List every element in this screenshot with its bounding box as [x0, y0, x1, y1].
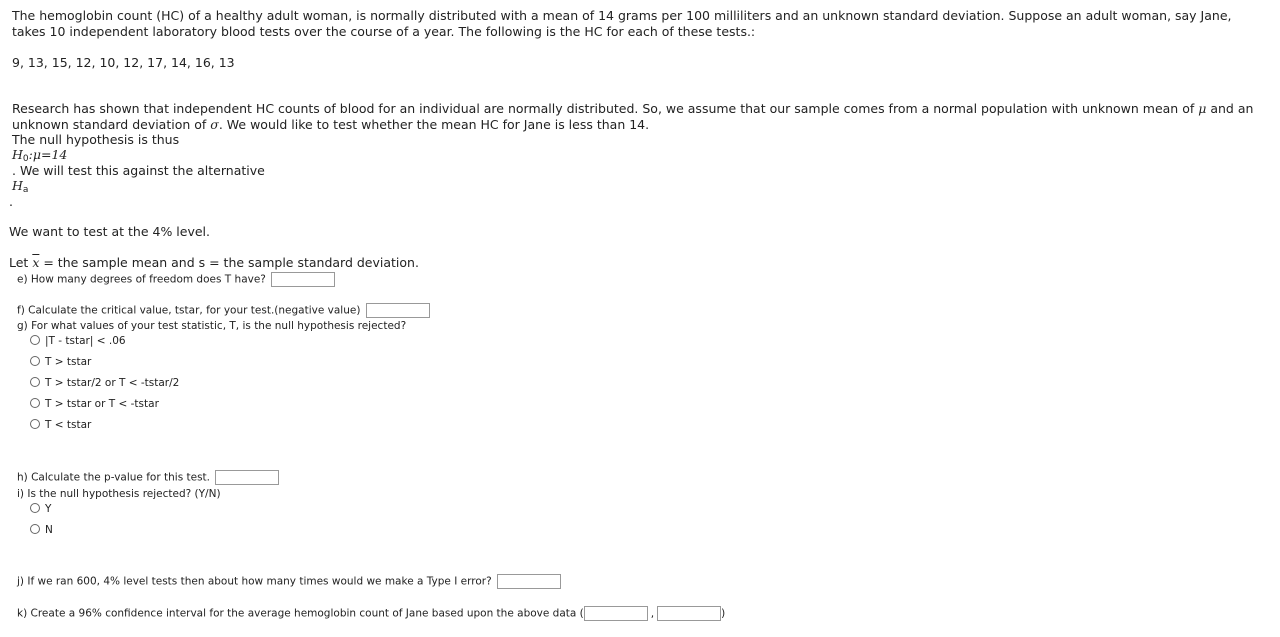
null-hypothesis-label: The null hypothesis is thus	[12, 132, 180, 147]
ci-separator: ,	[650, 607, 655, 620]
g-option-4-label: T > tstar or T < -tstar	[45, 398, 159, 410]
research-text-2: and an unknown standard deviation of	[12, 101, 1254, 132]
g-option-1[interactable]	[30, 334, 126, 348]
question-h-label: h) Calculate the p-value for this test.	[17, 471, 210, 484]
question-i-label: i) Is the null hypothesis rejected? (Y/N)	[17, 488, 221, 500]
p-value-input[interactable]	[215, 470, 279, 485]
period-mark: .	[9, 194, 13, 209]
critical-value-input[interactable]	[366, 303, 430, 318]
question-k	[17, 606, 725, 621]
g-option-5-label: T < tstar	[45, 419, 92, 431]
alternative-hypothesis	[12, 178, 28, 198]
question-e	[17, 272, 335, 287]
type-one-error-count-input[interactable]	[497, 574, 561, 589]
radio-button[interactable]	[30, 524, 40, 534]
question-g-label: g) For what values of your test statistic, T, is the null hypothesis rejected?	[17, 320, 407, 332]
ha-subscript: a	[22, 185, 29, 195]
question-h	[17, 470, 279, 485]
g-option-4[interactable]	[30, 397, 159, 411]
i-option-y-label: Y	[45, 503, 52, 515]
g-option-5[interactable]	[30, 418, 91, 432]
let-prefix: Let	[9, 255, 33, 270]
alternative-label: . We will test this against the alternative	[12, 163, 265, 178]
let-suffix: = the sample mean and s = the sample standard deviation.	[39, 255, 419, 270]
question-e-label: e) How many degrees of freedom does T have?	[17, 273, 266, 286]
research-text-1: Research has shown that independent HC counts of blood for an individual are normally distributed. So, we assume that our sample comes from a normal population with unknown mean of	[12, 101, 1199, 116]
question-f	[17, 303, 430, 318]
x-bar-symbol: $\overline{x}$	[32, 255, 40, 270]
research-paragraph	[12, 101, 1262, 133]
i-option-n-label: N	[45, 524, 53, 536]
question-k-label: k) Create a 96% confidence interval for the average hemoglobin count of Jane based upon the above data (	[17, 607, 584, 620]
ci-close-paren: )	[721, 607, 726, 620]
g-option-3-label: T > tstar/2 or T < -tstar/2	[45, 377, 180, 389]
h0-letter: H	[12, 147, 23, 162]
radio-button[interactable]	[30, 419, 40, 429]
let-definition	[9, 255, 419, 271]
ci-upper-bound-input[interactable]	[657, 606, 721, 621]
radio-button[interactable]	[30, 398, 40, 408]
g-option-2[interactable]	[30, 355, 91, 369]
significance-level-text: We want to test at the 4% level.	[9, 224, 210, 239]
intro-paragraph: The hemoglobin count (HC) of a healthy adult woman, is normally distributed with a mean of 14 grams per 100 milliliters and an unknown standard deviation. Suppose an adult woman, say Jane, takes 10 independent laboratory blood tests over the course of a year. The following is the HC for each of these tests.:	[12, 8, 1232, 39]
g-option-2-label: T > tstar	[45, 356, 92, 368]
data-values: 9, 13, 15, 12, 10, 12, 17, 14, 16, 13	[12, 55, 235, 70]
mu-symbol: μ	[1198, 101, 1207, 116]
radio-button[interactable]	[30, 503, 40, 513]
research-text-3: . We would like to test whether the mean HC for Jane is less than 14.	[218, 117, 650, 132]
i-option-y[interactable]	[30, 502, 51, 516]
g-option-1-label: |T - tstar| < .06	[45, 335, 126, 347]
h0-subscript: 0	[22, 154, 29, 164]
g-option-3[interactable]	[30, 376, 179, 390]
sigma-symbol: σ	[210, 117, 219, 132]
radio-button[interactable]	[30, 377, 40, 387]
degrees-of-freedom-input[interactable]	[271, 272, 335, 287]
i-option-n[interactable]	[30, 523, 53, 537]
radio-button[interactable]	[30, 356, 40, 366]
question-f-label: f) Calculate the critical value, tstar, for your test.(negative value)	[17, 304, 361, 317]
ci-lower-bound-input[interactable]	[584, 606, 648, 621]
ha-letter: H	[12, 178, 23, 193]
question-j-label: j) If we ran 600, 4% level tests then about how many times would we make a Type I error?	[17, 575, 492, 588]
question-j	[17, 574, 561, 589]
h0-equation: :μ=14	[28, 147, 68, 162]
radio-button[interactable]	[30, 335, 40, 345]
